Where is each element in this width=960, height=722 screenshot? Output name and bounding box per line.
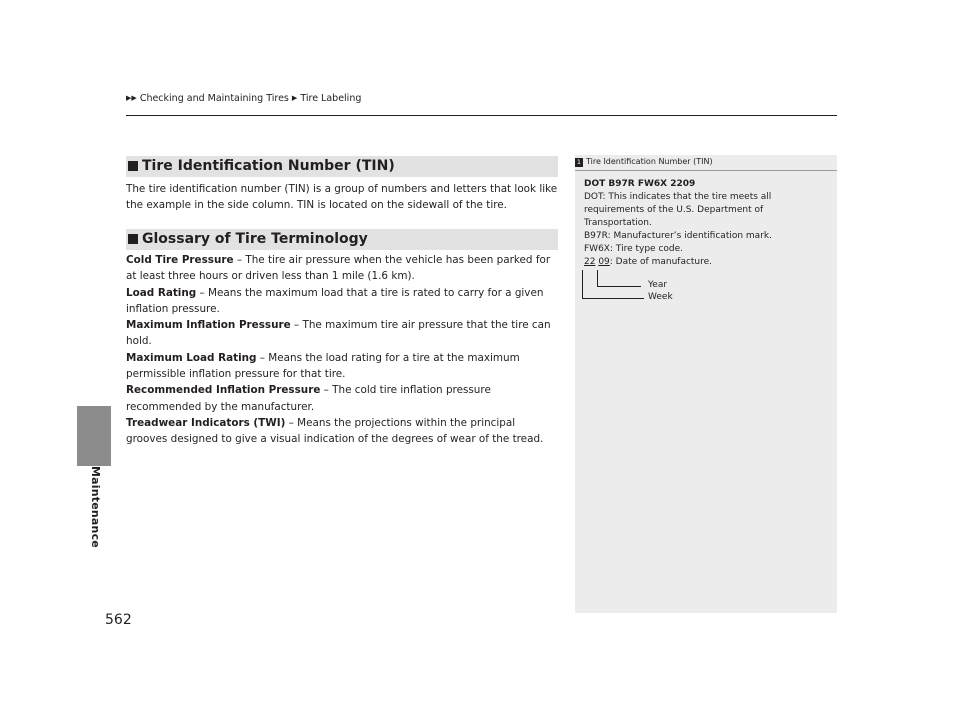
page-number: 562 xyxy=(105,612,132,628)
fw6x-description: FW6X: Tire type code. xyxy=(584,244,684,254)
reference-number-badge: 1 xyxy=(576,158,582,166)
section-tab-marker xyxy=(77,406,111,466)
glossary-term: Load Rating xyxy=(126,286,197,299)
glossary-definition: – The cold tire inflation pressure recommended by the manufacturer. xyxy=(126,384,491,413)
glossary-definition: – The maximum tire air pressure that the tire can hold. xyxy=(126,319,551,348)
glossary-term: Maximum Load Rating xyxy=(126,351,257,364)
glossary-term: Recommended Inflation Pressure xyxy=(126,384,321,397)
dot-description: DOT: This indicates that the tire meets all requirements of the U.S. Department of Transportation. xyxy=(584,192,772,228)
glossary-heading xyxy=(126,229,558,250)
double-arrow-icon: ▶▶ xyxy=(126,94,137,102)
header-divider xyxy=(126,115,837,116)
glossary-entry xyxy=(126,415,558,448)
tin-heading-text: Tire Identification Number (TIN) xyxy=(142,158,395,174)
b97r-description: B97R: Manufacturer’s identification mark. xyxy=(584,231,772,241)
glossary-term: Cold Tire Pressure xyxy=(126,254,234,266)
year-label: Year xyxy=(648,280,668,290)
heading-square-icon xyxy=(128,234,138,244)
glossary-definition: – Means the projections within the principal grooves designed to give a visual indication of the degrees of wear of the tread. xyxy=(126,416,544,446)
sidebar-title-text: Tire Identification Number (TIN) xyxy=(586,157,713,166)
sidebar-body xyxy=(584,178,824,269)
breadcrumb-item-checking-tires[interactable]: Checking and Maintaining Tires xyxy=(139,93,289,104)
glossary-entry xyxy=(126,252,558,285)
glossary-entry xyxy=(126,285,558,318)
glossary-list xyxy=(126,252,558,448)
week-label: Week xyxy=(648,292,673,302)
glossary-entry xyxy=(126,350,558,383)
week-leader-line xyxy=(582,270,644,299)
glossary-heading-text: Glossary of Tire Terminology xyxy=(142,231,368,247)
date-text: : Date of manufacture. xyxy=(609,257,713,267)
breadcrumb-item-tire-labeling[interactable]: Tire Labeling xyxy=(300,93,362,104)
breadcrumb xyxy=(126,93,361,104)
glossary-entry xyxy=(126,317,558,350)
chapter-label: Maintenance xyxy=(89,466,102,548)
glossary-definition: – Means the load rating for a tire at the maximum permissible inflation pressure for that tire. xyxy=(126,351,520,381)
sidebar-divider xyxy=(575,170,837,171)
date-year-digits: 09 xyxy=(598,257,610,267)
tin-heading xyxy=(126,156,558,177)
glossary-definition: – The tire air pressure when the vehicle has been parked for at least three hours or driven less than 1 mile (1.6 km). xyxy=(126,254,551,283)
glossary-term: Maximum Inflation Pressure xyxy=(126,319,291,332)
glossary-definition: – Means the maximum load that a tire is rated to carry for a given inflation pressure. xyxy=(126,286,544,315)
glossary-entry xyxy=(126,382,558,415)
heading-square-icon xyxy=(128,161,138,171)
sidebar-title[interactable] xyxy=(575,157,713,167)
date-description xyxy=(584,256,824,269)
tin-example-code: DOT B97R FW6X 2209 xyxy=(584,179,696,189)
date-week-digits: 22 xyxy=(584,257,596,267)
glossary-term: Treadwear Indicators (TWI) xyxy=(126,416,286,429)
arrow-icon: ▶ xyxy=(291,94,298,102)
tin-intro-paragraph: The tire identification number (TIN) is a group of numbers and letters that look like the example in the side column. TIN is located on the sidewall of the tire. xyxy=(126,183,558,212)
